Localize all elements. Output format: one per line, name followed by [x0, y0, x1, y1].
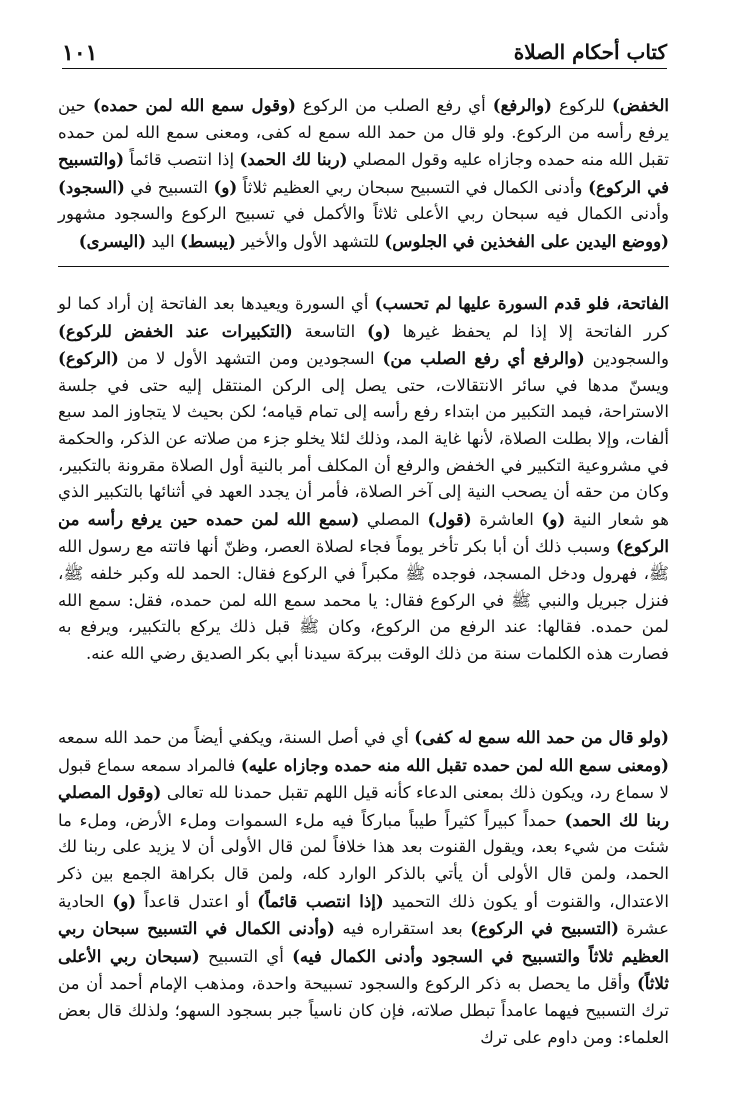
bold-phrase: (والرفع): [492, 95, 553, 115]
bold-phrase: (ربنا لك الحمد): [239, 149, 348, 170]
bold-phrase: (يبسط): [180, 230, 236, 251]
text-run: التسبيح في: [124, 177, 214, 197]
text-run: إذا انتصب قائماً: [124, 150, 240, 170]
commentary-block-2: [58, 724, 669, 1051]
text-run: والسجودين: [584, 349, 669, 369]
commentary-paragraph-1: [58, 290, 669, 667]
bold-phrase: (والرفع أي رفع الصلب من): [382, 348, 585, 369]
text-run: للركوع: [552, 96, 613, 115]
text-run: فالمراد سمعه سماع قبول لا سماع رد، ويكون ذلك بمعنى الدعاء كأنه قيل اللهم تقبل حمدنا لله تعالى: [58, 755, 670, 803]
bold-phrase: (الركوع): [58, 348, 119, 369]
main-paragraph: [58, 92, 669, 256]
bold-phrase: (و): [367, 320, 391, 341]
bold-phrase: (قول): [427, 508, 472, 529]
main-text: [58, 92, 669, 256]
bold-phrase: الخفض): [612, 95, 669, 115]
bold-phrase: (السجود): [58, 176, 125, 197]
bold-phrase: (ووضع اليدين على الفخذين في الجلوس): [384, 230, 669, 251]
running-title: كتاب أحكام الصلاة: [513, 40, 667, 64]
text-run: العاشرة: [471, 509, 542, 529]
text-run: وأقل ما يحصل به ذكر الركوع والسجود تسبيحة واحدة، ومذهب الإمام أحمد أن من ترك التسبيح فيهما عامداً تبطل صلاته، فإن كان ناسياً جبر بسجود السهو؛ ولذلك قال بعض العلماء: ومن داوم على ترك: [58, 974, 669, 1047]
bold-phrase: (ومعنى سمع الله لمن حمده تقبل الله منه حمده وجازاه عليه): [240, 754, 669, 775]
bold-phrase: (سبحان ربي الأعلى ثلاثاً): [58, 945, 669, 994]
text-run: حمداً كبيراً كثيراً طيباً مباركاً فيه ملء السموات وملء الأرض، وملء ما شئت من شيء بعد، ويقول القنوت بعد هذا خلافاً لمن قال الأولى أن لا يزيد على ربنا لك الحمد، ولمن قال الأولى أن يأتي بالذكر الوارد كله، ولمن قال بكراهة الجمع بين ذكر الاعتدال، والقنوت أو يكون ذلك التحميد: [58, 810, 669, 911]
bold-phrase: (والتسبيح في الركوع): [58, 149, 669, 197]
text-run: بعد استقراره فيه: [334, 919, 471, 939]
text-run: اليد: [146, 231, 181, 251]
bold-phrase: (إذا انتصب قائماً): [257, 890, 384, 911]
text-run: وأدنى الكمال في التسبيح سبحان ربي العظيم ثلاثاً: [237, 177, 589, 197]
text-run: أو اعتدل قاعداً: [136, 891, 258, 911]
bold-phrase: (التكبيرات عند الخفض للركوع): [58, 320, 293, 341]
text-run: أي في أصل السنة، ويكفي أيضاً من حمد الله سمعه: [58, 728, 415, 747]
bold-phrase: (و): [213, 176, 238, 197]
page-header: [62, 30, 667, 69]
commentary-paragraph-2: [58, 724, 669, 1051]
text-run: ويسنّ مدها في سائر الانتقالات، حتى يصل إلى الركن المنتقل إليه حتى في جلسة الاستراحة، فيمد التكبير من ابتداء رفع رأسه إلى تمام قيامه؛ لكن بحيث لا يتجاوز المد سبع ألفات، وإلا بطلت الصلاة، لأنها غاية المد، وذلك لئلا يخلو جزء من صلاته عن الذكر، والحكمة في مشروعية التكبير في الخفض والرفع أن المكلف أمر بالنية أول الصلاة مقرونة بالتكبير، وكان من حقه أن يصحب النية إلى آخر الصلاة، فأمر أن يجدد العهد في أثنائها بالتكبير الذي هو شعار النية: [58, 375, 670, 529]
bold-phrase: الفاتحة، فلو قدم السورة عليها لم تحسب): [374, 293, 669, 313]
text-run: للتشهد الأول والأخير: [235, 231, 385, 251]
bold-phrase: (اليسرى): [78, 230, 147, 251]
bold-phrase: (سمع الله لمن حمده حين يرفع رأسه من الركوع): [58, 508, 669, 557]
text-run: الحادية عشرة: [58, 891, 669, 939]
text-run: أي رفع الصلب من الركوع: [295, 96, 493, 115]
main-commentary-divider: [58, 266, 669, 267]
bold-phrase: (وقول المصلي ربنا لك الحمد): [58, 782, 670, 830]
bold-phrase: (وأدنى الكمال في التسبيح سبحان ربي العظيم ثلاثاً والتسبيح في السجود وأدنى الكمال فيه): [58, 918, 669, 966]
bold-phrase: (ولو قال من حمد الله سمع له كفى): [414, 727, 669, 747]
text-run: أي السورة ويعيدها بعد الفاتحة إن أراد كما لو كرر الفاتحة إلا إذا لم يحفظ غيرها: [58, 294, 669, 341]
bold-phrase: (و): [112, 890, 137, 911]
bold-phrase: (و): [541, 508, 566, 529]
text-run: السجودين ومن التشهد الأول لا من: [118, 349, 383, 369]
text-run: حين يرفع رأسه من الركوع. ولو قال من حمد الله سمع له كفى، ومعنى سمع الله لمن حمده تقبل الله منه حمده وجازاه عليه وقول المصلي: [58, 96, 669, 170]
text-run: وأدنى الكمال فيه سبحان ربي الأعلى ثلاثاً والأكمل في تسبيح الركوع والسجود مشهور: [58, 204, 669, 224]
page-number: ١٠١: [62, 40, 98, 66]
bold-phrase: (وقول سمع الله لمن حمده): [92, 95, 296, 115]
text-run: التاسعة: [292, 321, 368, 341]
text-run: المصلي: [359, 509, 428, 529]
text-run: أي التسبيح: [199, 946, 293, 966]
bold-phrase: (التسبيح في الركوع): [470, 918, 619, 939]
text-run: وسبب ذلك أن أبا بكر تأخر يوماً فجاء لصلاة العصر، وظنّ أنها فاتته مع رسول الله ﷺ، فهرول ودخل المسجد، فوجده ﷺ مكبراً في الركوع فقال: الحمد لله وكبر خلفه ﷺ، فنزل جبريل والنبي ﷺ في الركوع فقال: يا محمد سمع الله لمن حمده، فقل: سمع الله لمن حمده. فقالها: عند الرفع من الركوع، وكان ﷺ قبل ذلك يركع بالتكبير، ويرفع به فصارت هذه الكلمات سنة من ذلك الوقت ببركة سيدنا أبي بكر الصديق رضي الله عنه.: [58, 537, 669, 663]
commentary-block-1: [58, 290, 669, 667]
